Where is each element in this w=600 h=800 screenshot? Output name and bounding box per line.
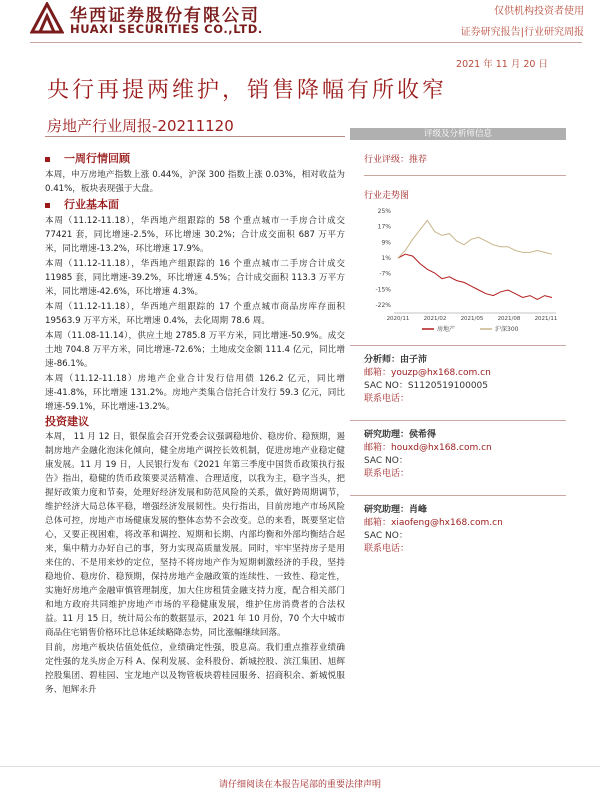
analyst-tel: 联系电话： <box>364 394 410 404</box>
analyst-contact <box>350 345 566 406</box>
review-paragraph: 本周，申万房地产指数上涨 0.44%，沪深 300 指数上涨 0.03%，相对收益为 0.41%，板块表现强于大盘。 <box>45 170 345 194</box>
assistant-tel: 联系电话： <box>364 544 410 554</box>
report-date: 2021 年 11 月 20 日 <box>456 59 548 70</box>
fundamentals-paragraph: 本周（11.12-11.18），华西地产组跟踪的 17 个重点城市商品房库存面积 19563.9 万平方米，环比增速 0.4%，去化周期 78.6 周。 <box>45 302 345 326</box>
title-divider <box>45 136 345 137</box>
analyst-name: 分析师：由子沛 <box>364 355 428 365</box>
fundamentals-paragraph: 本周（11.12-11.18），华西地产组跟踪的 58 个重点城市一手房合计成交 77421 套，同比增速-2.5%，环比增速 30.2%；合计成交面积 687 万平方米，同比增速-13.2%，环比增速 17.9%。 <box>45 216 345 254</box>
company-name-cn: 华西证券股份有限公司 <box>70 6 260 26</box>
analyst-sac: SAC NO：S1120519100005 <box>364 381 488 391</box>
legend-label: 房地产 <box>437 326 456 333</box>
bullet-icon <box>45 203 50 208</box>
x-tick-label: 2021/11 <box>534 316 558 322</box>
trend-chart-title: 行业走势图 <box>364 191 410 201</box>
company-name-en: HUAXI SECURITIES CO.,LTD. <box>70 22 263 36</box>
assistant-name: 研究助理：侯希得 <box>364 430 437 440</box>
page-header <box>0 0 600 44</box>
footer-divider <box>0 766 600 767</box>
x-tick-label: 2021/02 <box>423 316 447 322</box>
assistant-sac: SAC NO： <box>364 531 408 541</box>
x-tick-label: 2020/11 <box>386 316 410 322</box>
y-tick-label: 9% <box>381 239 391 247</box>
legal-disclaimer: 请仔细阅读在本报告尾部的重要法律声明 <box>218 780 381 790</box>
x-tick-label: 2021/08 <box>497 316 521 322</box>
assistant-contact <box>350 495 566 556</box>
analyst-email[interactable]: 邮箱：youzp@hx168.com.cn <box>364 368 491 378</box>
y-tick-label: 17% <box>377 223 391 231</box>
header-divider <box>30 42 582 43</box>
usage-note: 仅供机构投资者使用 <box>494 6 584 17</box>
industry-rating: 行业评级：推荐 <box>350 154 566 176</box>
report-title: 央行再提两维护，销售降幅有所收窄 <box>47 78 448 103</box>
main-content <box>45 150 345 698</box>
advice-paragraph: 目前，房地产板块估值处低位，业绩确定性强，股息高。我们重点推荐业绩确定性强的龙头房企万科 A、保利发展、金科股份、新城控股、滨江集团、旭辉控股集团、碧桂园、宝龙地产以及物管板块碧桂园服务、招商积余、新城悦服务、旭辉永升 <box>45 643 345 695</box>
assistant-sac: SAC NO： <box>364 456 408 466</box>
section-heading-advice: 投资建议 <box>45 415 89 428</box>
sidebar <box>350 128 566 556</box>
series-line-csi300 <box>398 220 552 258</box>
fundamentals-paragraph: 本周（11.12-11.18）房地产企业合计发行信用债 126.2 亿元，同比增速-41.8%，环比增速 131.2%。房地产类集合信托合计发行 59.3 亿元，同比增速-59.1%，环比增速-13.2%。 <box>45 374 345 412</box>
section-heading-fundamentals: 行业基本面 <box>45 198 345 212</box>
series-line-real-estate <box>398 254 552 299</box>
y-tick-label: 25% <box>377 208 391 215</box>
y-tick-label: -22% <box>375 302 391 309</box>
y-tick-label: -15% <box>375 286 391 294</box>
legend-label: 沪深300 <box>495 326 519 333</box>
assistant-tel: 联系电话： <box>364 469 410 479</box>
report-subtitle: 房地产行业周报-20211120 <box>47 117 234 135</box>
y-tick-label: -7% <box>379 270 391 278</box>
report-series: 证券研究报告|行业研究周报 <box>460 27 584 38</box>
sidebar-header: 评级及分析师信息 <box>350 128 566 140</box>
fundamentals-paragraph: 本周（11.12-11.18），华西地产组跟踪的 16 个重点城市二手房合计成交 11985 套，同比增速-39.2%，环比增速 4.5%；合计成交面积 113.3 万平方米，同比增速-42.6%，环比增速 4.3%。 <box>45 259 345 297</box>
advice-paragraph: 本周， 11 月 12 日，银保监会召开党委会议强调稳地价、稳房价、稳预期，遏制房地产金融化泡沫化倾向，健全房地产调控长效机制，促进房地产业稳定健康发展。11 月 19 日，人民银行发布《2021 年第三季度中国货币政策执行报告》指出，稳健的货币政策要灵活精准、合理适度，以我为主，稳字当头，把握好政策力度和节奏，处理好经济发展和防范风险的关系，做好跨周期调节，维护经济大局总体平稳，增强经济发展韧性。央行指出，目前房地产市场风险总体可控，房地产市场健康发展的整体态势不会改变。总的来看，既要坚定信心，又要正视困难，将改革和调控、短期和长期、内部均衡和外部均衡结合起来，集中精力办好自己的事，努力实现高质量发展。同时，牢牢坚持房子是用来住的、不是用来炒的定位，坚持不将房地产作为短期刺激经济的手段，坚持稳地价、稳房价、稳预期，保持房地产金融政策的连续性、一致性、稳定性，实施好房地产金融审慎管理制度，加大住房租赁金融支持力度，配合相关部门和地方政府共同维护房地产市场的平稳健康发展，维护住房消费者的合法权益。11 月 15 日，统计局公布的数据显示，2021 年 10 月份，70 个大中城市商品住宅销售价格环比总体延续略降态势，同比涨幅继续回落。 <box>45 432 345 638</box>
x-tick-label: 2021/05 <box>460 316 484 322</box>
assistant-name: 研究助理：肖峰 <box>364 505 428 515</box>
y-tick-label: 1% <box>381 255 391 262</box>
fundamentals-paragraph: 本周（11.08-11.14），供应土地 2785.8 万平方米，同比增速-50.9%。成交土地 704.8 万平方米，同比增速-72.6%；土地成交金额 111.4 亿元，同比增速-86.1%。 <box>45 331 345 369</box>
assistant-email[interactable]: 邮箱：xiaofeng@hx168.com.cn <box>364 518 503 528</box>
huaxi-logo-icon <box>30 2 64 34</box>
trend-chart <box>364 205 560 335</box>
bullet-icon <box>45 157 50 162</box>
assistant-email[interactable]: 邮箱：houxd@hx168.com.cn <box>364 443 492 453</box>
assistant-contact <box>350 420 566 481</box>
section-heading-review: 一周行情回顾 <box>45 152 345 166</box>
